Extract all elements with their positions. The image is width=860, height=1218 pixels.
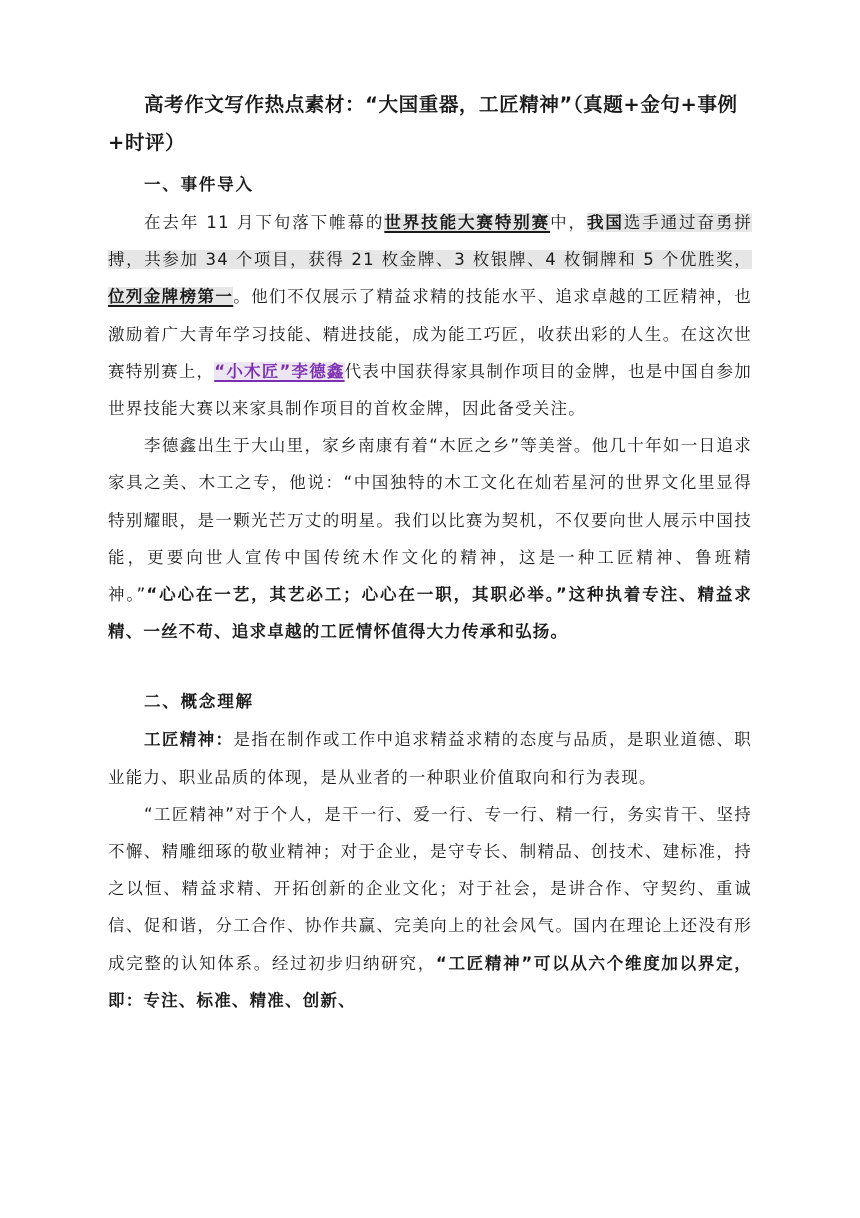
text-run: 代表中国获得家具制作项目的金牌，也是中国自参加世界技能大赛以来家具制作项目的首枚金牌，因此备受关注。 <box>108 361 752 419</box>
highlight-china: 我国 <box>586 213 624 232</box>
bold-six-dimensions: “工匠精神”可以从六个维度加以界定，即：专注、标准、精准、创新、 <box>108 953 752 1010</box>
bold-term-craftsman-spirit: 工匠精神： <box>144 730 234 750</box>
link-li-dexin[interactable]: “小木匠”李德鑫 <box>214 361 345 381</box>
highlight-world-skills-special: 世界技能大赛特别赛 <box>384 213 551 232</box>
text-run: 在去年 11 月下旬落下帷幕的 <box>144 213 385 232</box>
highlight-medal-rank-first: 位列金牌榜第一 <box>108 287 234 307</box>
section-heading-event: 一、事件导入 <box>144 175 254 194</box>
text-run: “工匠精神”对于个人，是干一行、爱一行、专一行、精一行，务实肯干、坚持不懈、精雕细琢的敬业精神；对于企业，是守专长、制精品、创技术、建标准，持之以恒、精益求精、开拓创新的企业文化；对于社会，是讲合作、守契约、重诚信、促和谐，分工合作、协作共赢、完美向上的社会风气。国内在理论上还没有形成完整的认知体系。经过初步归纳研究， <box>108 804 752 973</box>
text-run: 中， <box>550 213 587 232</box>
text-run: 是指在制作或工作中追求精益求精的态度与品质，是职业道德、职业能力、职业品质的体现，是从业者的一种职业价值取向和行为表现。 <box>108 730 752 787</box>
document-page <box>108 86 752 1019</box>
paragraph-craftsman-definition <box>108 721 752 795</box>
spacer <box>108 650 752 690</box>
paragraph-li-dexin <box>108 427 752 650</box>
paragraph-craftsman-dimensions <box>108 796 752 1019</box>
document-title: 高考作文写作热点素材：“大国重器，工匠精神”（真题+金句+事例+时评） <box>108 93 738 154</box>
text-run: 李德鑫出生于大山里，家乡南康有着“木匠之乡”等美誉。他几十年如一日追求家具之美、木工之专，他说：“中国独特的木工文化在灿若星河的世界文化里显得特别耀眼，是一颗光芒万丈的明星。我们以比赛为契机，不仅要向世人展示中国技能，更要向世人宣传中国传统木作文化的精神，这是一种工匠精神、鲁班精神。” <box>108 436 752 605</box>
text-run: 。他们不仅展示了精益求精的技能水平、追求卓越的工匠精神，也激励着广大青年学习技能、精进技能，成为能工巧匠，收获出彩的人生。在这次世赛特别赛上， <box>108 287 752 381</box>
paragraph-event-intro <box>108 204 752 427</box>
section-heading-concept: 二、概念理解 <box>144 692 254 712</box>
text-run: 选手通过奋勇拼搏，共参加 34 个项目，获得 21 枚金牌、3 枚银牌、4 枚铜牌和 5 个优胜奖， <box>108 213 752 270</box>
bold-quote-craftsman: “心心在一艺，其艺必工；心心在一职，其职必举。”这种执着专注、精益求精、一丝不苟、追求卓越的工匠情怀值得大力传承和弘扬。 <box>108 585 752 642</box>
